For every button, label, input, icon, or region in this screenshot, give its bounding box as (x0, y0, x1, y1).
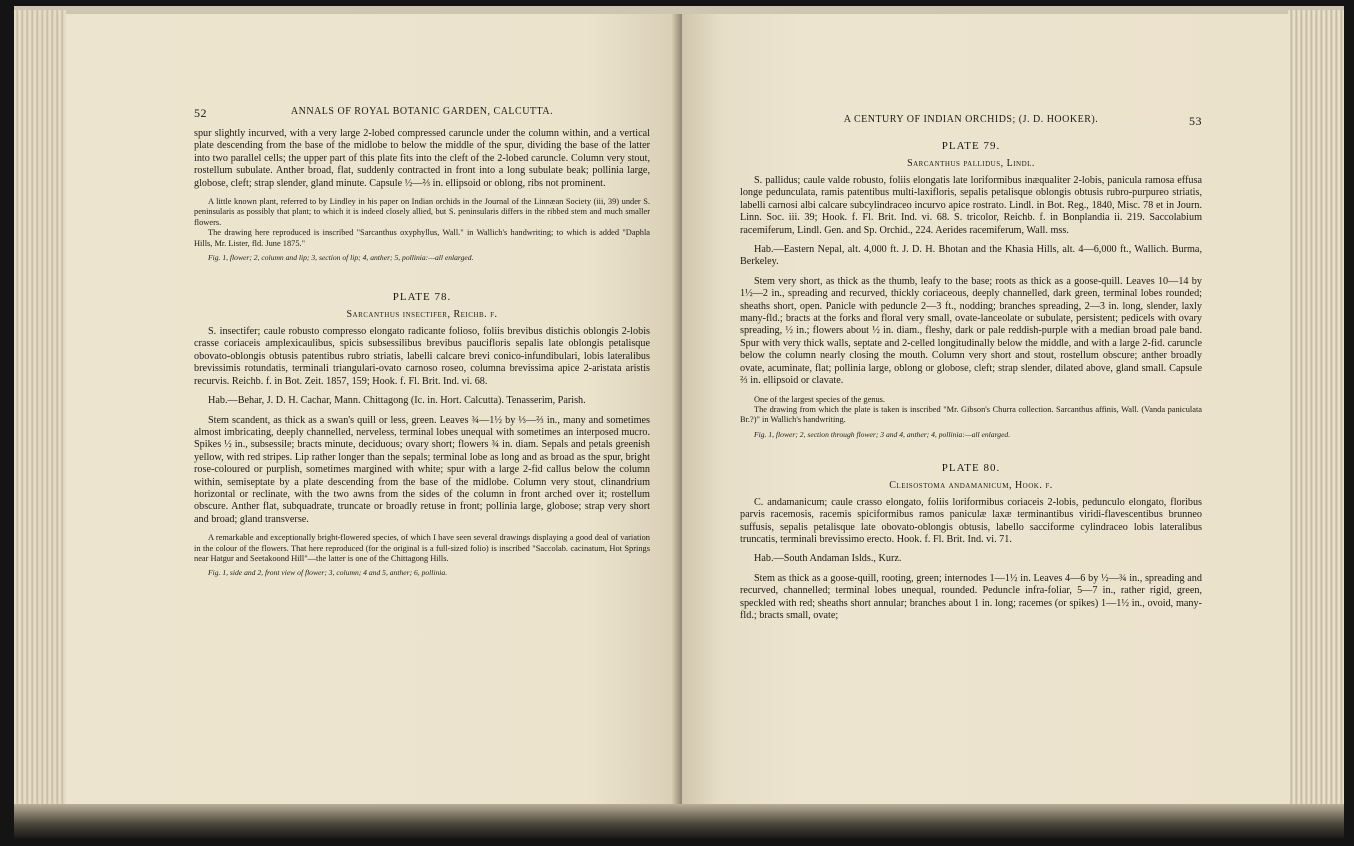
right-page-number: 53 (1189, 114, 1202, 128)
note: One of the largest species of the genus. (754, 394, 886, 404)
habitat: Hab.—South Andaman Islds., Kurz. (754, 553, 902, 565)
figure-caption: Fig. 1, flower; 2, section through flower; 3 and 4, anther; 4, pollinia:—all enlarged. (754, 429, 1011, 439)
left-page-text (194, 14, 650, 578)
right-running-head (740, 114, 1202, 136)
paragraph: spur slightly incurved, with a very large 2-lobed compressed caruncle under the column within, and a vertical plate descending from the base of the midlobe to below the middle of the spur, dividing the base of the latter into two parallel cells; the upper part of this plate fits into the cleft of the 2-lobed caruncle. Column very stout, rostellum subulate. Anther broad, flat, suddenly contracted in front into a long subulate beak; pollinia large, globose, cleft; strap slender, gland minute. Capsule ½—⅔ in. ellipsoid or oblong, ribs not prominent. (194, 128, 650, 189)
species-heading: Cleisostoma andamanicum, Hook. f. (889, 479, 1053, 491)
note: The drawing from which the plate is taken is inscribed "Mr. Gibson's Churra collection. Sarcanthus affinis, Wall. (Vanda paniculata Br.?)" in Wallich's handwriting. (740, 404, 1202, 425)
note: The drawing here reproduced is inscribed "Sarcanthus oxyphyllus, Wall." in Wallich's handwriting; to which is added "Daphla Hills, Mr. Lister, fld. June 1875." (194, 228, 650, 248)
right-running-title: A CENTURY OF INDIAN ORCHIDS; (J. D. HOOKER). (843, 114, 1099, 125)
note: A remarkable and exceptionally bright-flowered species, of which I have seen several drawings displaying a good deal of variation in the colour of the flowers. That here reproduced (for the original is a full-sized folio) is inscribed "Saccolab. cacinatum, Hot Springs near Hatgur and Seetakoond Hill"—the latter is one of the Chittagong Hills. (194, 533, 650, 563)
plate-title: PLATE 80. (941, 461, 1001, 474)
note: A little known plant, referred to by Lindley in his paper on Indian orchids in the Journal of the Linnæan Society (iii, 39) under S. peninsularis as possibly that plant; to which it is indeed closely allied, but S. peninsularis differs in the ribbed stem and much smaller flowers. (194, 197, 650, 227)
left-page (66, 14, 680, 804)
plate-title: PLATE 78. (392, 291, 452, 304)
paragraph: S. insectifer; caule robusto compresso elongato radicante folioso, foliis brevibus distichis oblongis 2-lobis crasse coriaceis amplexicaulibus, spicis subsessilibus brevibus paucifloris sepalis late oblongis petalisque obovato-oblongis obtusis patentibus rubro striatis, labelli calcare brevi conico-infundibulari, lobis lateralibus brevissimis rotundatis, terminali triangulari-ovato carnoso roseo, columna brevissima apice 2-aristata aristis recurvis. Reichb. f. in Bot. Zeit. 1857, 159; Hook. f. Fl. Brit. Ind. vi. 68. (194, 326, 650, 387)
species-heading: Sarcanthus pallidus, Lindl. (907, 158, 1035, 169)
paragraph: S. pallidus; caule valde robusto, foliis elongatis late loriformibus inæqualiter 2-lobis, panicula ramosa effusa longe pedunculata, ramis patentibus multi-laxifloris, sepalis petalisque oblongis obtusis rubro-purpureo striatis, labelli carnosi albi calcare subcylindraceo incurvo apice rostrato. Lindl. in Bot. Reg., 1840, Misc. 78 et in Journ. Linn. Soc. iii. 39; Hook. f. Fl. Brit. Ind. vi. 68. S. tricolor, Reichb. f. in Bonplandia ii. 219. Saccolabium racemiferum, Lindl. Gen. and Sp. Orchid., 224. Aerides racemiferum, Wall. mss. (740, 175, 1202, 236)
description: Stem very short, as thick as the thumb, leafy to the base; roots as thick as a goose-quill. Leaves 10—14 by 1½—2 in., spreading and recurved, thickly coriaceous, deeply channelled, dark green, terminal lobes rounded; sheaths short, open. Panicle with peduncle 2—3 ft., nodding; branches spreading, 2—3 in. long, slender, laxly many-fld.; bracts at the forks and floral very small, ovate-lanceolate or subulate, persistent; pedicels with ovary spreading, ½ in.; flowers about ½ in. diam., fleshy, dark or pale reddish-purple with a median broad pale band. Spur with very thick walls, septate and 2-celled longitudinally below the middle, and with a large 2-fid. caruncle below the column nearly closing the mouth. Column very short and stout, rostellum obscure; anther broadly ovate, acuminate, flat; pollinia large, oblong or globose, cleft; strap slender, dilated above, gland small. Capsule ⅔ in. ellipsoid or clavate. (740, 275, 1202, 387)
figure-caption: Fig. 1, flower; 2, column and lip; 3, section of lip; 4, anther; 5, pollinia:—all enlarged. (208, 253, 474, 263)
right-page (682, 14, 1290, 804)
right-page-text (740, 14, 1202, 622)
species-heading: Sarcanthus insectifer, Reichb. f. (346, 309, 498, 321)
paragraph: C. andamanicum; caule crasso elongato, foliis loriformibus coriaceis 2-lobis, pedunculo elongato, floribus parvis racemosis, racemis spiciformibus ramos paniculæ laxæ terminantibus viridi-flavescentibus brunneo suffusis, sepalis petalisque late obovato-oblongis obtusis, labello sacciforme cylindraceo lobis lateralibus truncatis, terminali brevissimo erecto. Hook. f. Fl. Brit. Ind. vi. 71. (740, 496, 1202, 545)
left-page-number: 52 (194, 106, 207, 120)
left-running-head (194, 106, 650, 128)
figure-caption: Fig. 1, side and 2, front view of flower; 3, column; 4 and 5, anther; 6, pollinia. (208, 568, 448, 578)
description: Stem as thick as a goose-quill, rooting, green; internodes 1—1½ in. Leaves 4—6 by ½—¾ in., spreading and recurved, channelled; terminal lobes unequal, rounded. Peduncle infra-foliar, 5—7 in., rather rigid, green, speckled with red; sheaths short annular; branches about 1 in. long; racemes (or spikes) 1—1½ in., ovoid, many-fld.; bracts small, ovate; (740, 572, 1202, 621)
left-running-title: ANNALS OF ROYAL BOTANIC GARDEN, CALCUTTA. (290, 106, 554, 117)
plate-title: PLATE 79. (941, 140, 1001, 152)
right-page-edges (1288, 10, 1344, 830)
book-bottom-edge (14, 804, 1344, 838)
habitat: Hab.—Eastern Nepal, alt. 4,000 ft. J. D. H. Bhotan and the Khasia Hills, alt. 4—6,000 ft., Wallich. Burma, Berkeley. (740, 244, 1202, 268)
habitat: Hab.—Behar, J. D. H. Cachar, Mann. Chittagong (Ic. in. Hort. Calcutta). Tenasserim, Parish. (208, 395, 586, 407)
left-page-edges (14, 10, 66, 830)
description: Stem scandent, as thick as a swan's quill or less, green. Leaves ¾—1½ by ⅓—⅔ in., many and sometimes almost imbricating, deeply channelled, nerveless, terminal lobes unequal with sometimes an interposed mucro. Spikes ½ in., subsessile; bracts minute, deciduous; ovary short; flowers ¾ in. diam. Sepals and petals greenish yellow, with red stripes. Lip rather longer than the sepals; terminal lobe as long and as broad as the spur, bright rose-coloured or purplish, sometimes margined with white; spur with a large 2-fid callus below the column within, semiseptate by a plate descending from the base of the midlobe. Column very stout, clinandrium horizontal or reclinate, with the two awns from the sides of the column in front arched over it; rostellum obscure. Anther flat, subquadrate, truncate or broadly retuse in front; pollinia large, globose; strap very short and broad; gland transverse. (194, 414, 650, 525)
